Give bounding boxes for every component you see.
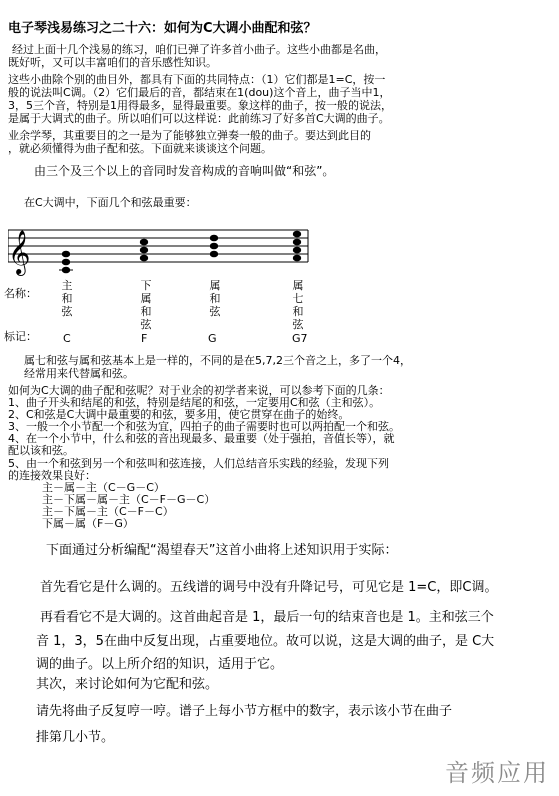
chord-note-f-f bbox=[140, 247, 148, 254]
progression-item: 下属－属（F－G） bbox=[42, 517, 134, 530]
chord-mark-c: C bbox=[63, 332, 71, 345]
analysis-intro: 下面通过分析编配“渴望春天”这首小曲将上述知识用于实际： bbox=[46, 543, 398, 558]
chord-name-subdominant: 下属和弦 bbox=[140, 279, 152, 331]
page-title: 电子琴浅易练习之二十六：如何为C大调小曲配和弦？ bbox=[8, 21, 317, 36]
paragraph-next: 其次，来讨论如何为它配和弦。 bbox=[36, 677, 219, 692]
intro-line: 这些小曲除个别的曲目外，都具有下面的共同特点：（1）它们都是1=C，按一 bbox=[8, 73, 386, 86]
chord-notes bbox=[59, 231, 301, 274]
paragraph-hum: 请先将曲子反复哼一哼。谱子上每小节方框中的数字，表示该小节在曲子 bbox=[36, 704, 453, 719]
intro-line: 是属于大调式的曲子。所以咱们可以这样说：此前练习了好多首C大调的曲子。 bbox=[8, 112, 390, 125]
chord-name-tonic: 主和弦 bbox=[61, 279, 73, 318]
chord-note-c-g bbox=[62, 251, 70, 258]
intro-line: 般的说法叫C调。（2）它们最后的音，都结束在1(dou)这个音上，曲子当中1， bbox=[8, 86, 391, 99]
intro-line: 既好听，又可以丰富咱们的音乐感性知识。 bbox=[8, 56, 217, 69]
chord-mark-g7: G7 bbox=[292, 332, 308, 345]
paragraph-hum: 排第几小节。 bbox=[36, 730, 115, 745]
chord-mark-f: F bbox=[141, 332, 148, 345]
rule-line: 1、曲子开头和结尾的和弦，特别是结尾的和弦，一定要用C和弦（主和弦）。 bbox=[8, 396, 381, 409]
chord-name-dominant-seventh: 属七和弦 bbox=[292, 279, 304, 331]
chord-name-dominant: 属和弦 bbox=[209, 279, 221, 318]
progression-item: 主－属－主（C－G－C） bbox=[42, 481, 165, 494]
name-row-label: 名称： bbox=[4, 287, 37, 300]
watermark: 音频应用 bbox=[445, 759, 549, 787]
paragraph-major: 调的曲子。以上所介绍的知识，适用于它。 bbox=[36, 657, 284, 672]
paragraph-major: 音 1，3，5在曲中反复出现，占重要地位。故可以说，这是大调的曲子，是 C大 bbox=[36, 634, 495, 649]
mark-row-label: 标记： bbox=[4, 330, 37, 343]
seventh-note-line: 属七和弦与属和弦基本上是一样的，不同的是在5,7,2三个音之上，多了一个4， bbox=[24, 354, 411, 367]
chord-staff bbox=[8, 220, 318, 276]
rule-line: 的连接效果良好： bbox=[8, 469, 96, 482]
paragraph-key: 首先看它是什么调的。五线谱的调号中没有升降记号，可见它是 1=C，即C调。 bbox=[40, 580, 498, 595]
seventh-note-line: 经常用来代替属和弦。 bbox=[24, 367, 134, 380]
chord-note-g7-g bbox=[293, 255, 301, 262]
chord-note-f-a bbox=[140, 239, 148, 246]
chord-note-g7-f bbox=[293, 231, 301, 238]
chord-note-g7-b bbox=[293, 247, 301, 254]
rule-line: 5、由一个和弦到另一个和弦叫和弦连接，人们总结音乐实践的经验，发现下列 bbox=[8, 457, 389, 470]
paragraph-major: 再看看它不是大调的。这首曲起音是 1，最后一句的结束音也是 1。主和弦三个 bbox=[40, 610, 494, 625]
progression-item: 主－下属－主（C－F－C） bbox=[42, 505, 174, 518]
rule-line: 3、一般一个小节配一个和弦为宜，四拍子的曲子需要时也可以两拍配一个和弦。 bbox=[8, 420, 400, 433]
chord-note-f-c bbox=[140, 255, 148, 262]
rule-line: 2、C和弦是C大调中最重要的和弦，要多用，使它贯穿在曲子的始终。 bbox=[8, 408, 350, 421]
chord-note-g7-d bbox=[293, 239, 301, 246]
rule-line: 配以该和弦。 bbox=[8, 444, 74, 457]
intro-line: 业余学琴，其重要目的之一是为了能够独立弹奏一般的曲子。要达到此目的 bbox=[8, 129, 371, 142]
staff-caption: 在C大调中，下面几个和弦最重要： bbox=[24, 196, 197, 209]
rule-line: 4、在一个小节中，什么和弦的音出现最多、最重要（处于强拍，音值长等），就 bbox=[8, 432, 395, 445]
chord-note-c-c bbox=[62, 267, 70, 274]
intro-line: ，就必须懂得为曲子配和弦。下面就来谈谈这个问题。 bbox=[8, 142, 272, 155]
intro-line: 经过上面十几个浅易的练习，咱们已弹了许多首小曲子。这些小曲都是名曲， bbox=[12, 43, 386, 56]
rule-line: 如何为C大调的曲子配和弦呢？对于业余的初学者来说，可以参考下面的几条： bbox=[8, 384, 390, 397]
intro-line: 3，5三个音，特别是1用得最多，显得最重要。象这样的曲子，按一般的说法， bbox=[8, 99, 392, 112]
chord-note-g-d bbox=[210, 235, 218, 242]
progression-item: 主－下属－属－主（C－F－G－C） bbox=[42, 493, 216, 506]
chord-definition: 由三个及三个以上的音同时发音构成的音响叫做“和弦”。 bbox=[34, 164, 335, 178]
treble-clef-icon: 𝄞 bbox=[8, 230, 31, 274]
chord-note-c-e bbox=[62, 259, 70, 266]
chord-mark-g: G bbox=[208, 332, 217, 345]
chord-note-g-g bbox=[210, 251, 218, 258]
chord-note-g-b bbox=[210, 243, 218, 250]
